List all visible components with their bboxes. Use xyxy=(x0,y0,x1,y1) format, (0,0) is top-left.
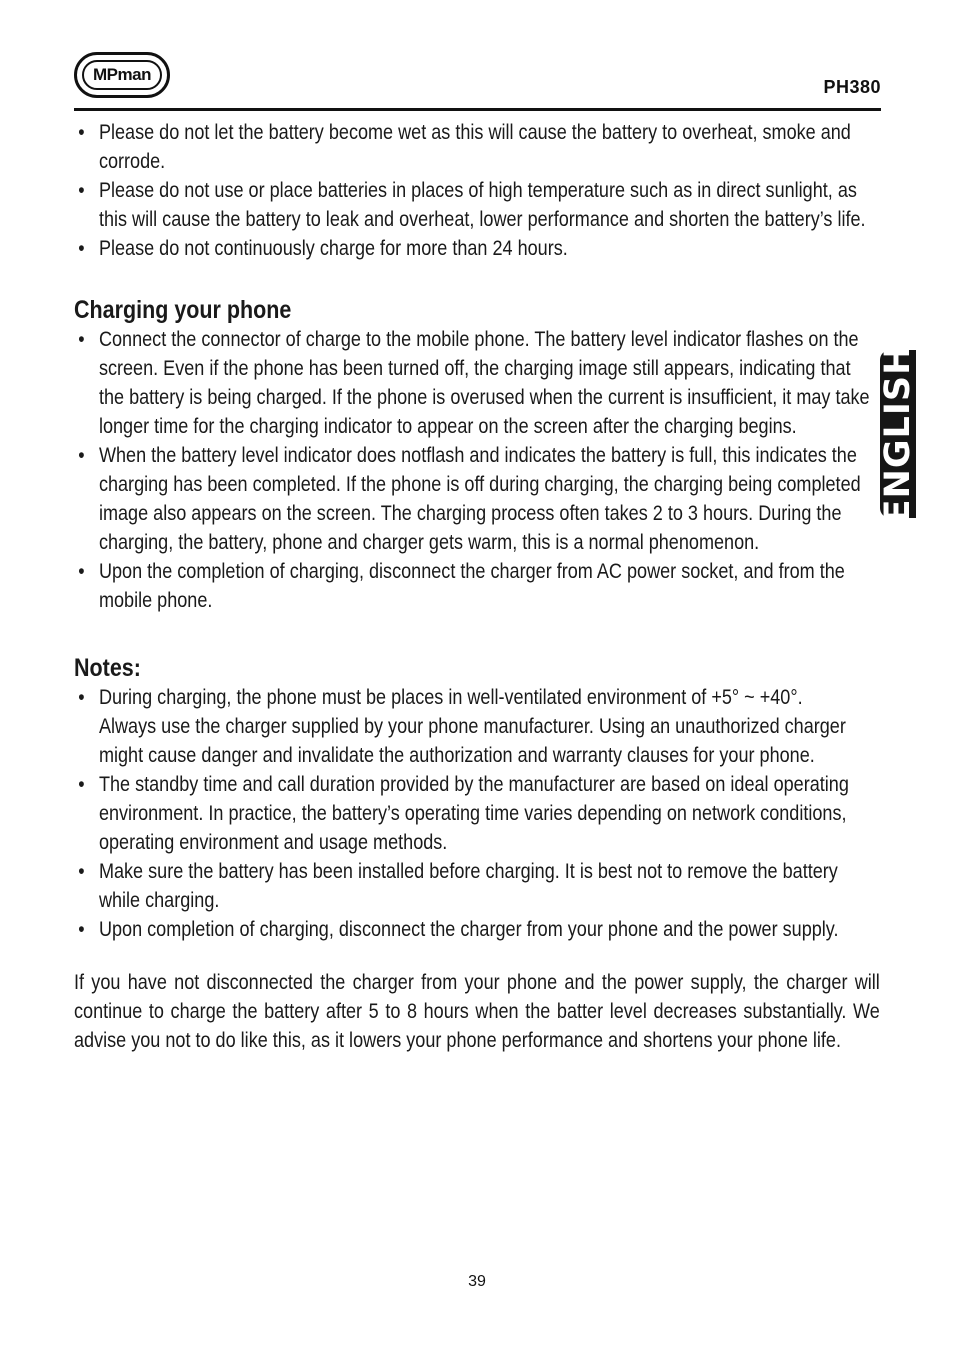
list-item: • Please do not use or place batteries in places of high temperature such as in direct sunlight, as this will cause the battery to leak and overheat, lower performance and shorten the battery’s life. xyxy=(74,176,880,234)
page-number: 39 xyxy=(468,1273,486,1290)
model-number: PH380 xyxy=(823,77,881,97)
charger-note: Always use the charger supplied by your phone manufacturer. Using an unauthorized charger might cause danger and invalidate the authorization and warranty clauses for your phone. xyxy=(98,715,846,767)
list-item: • Connect the connector of charge to the mobile phone. The battery level indicator flashes on the screen. Even if the phone has been turned off, the charging image still appears, indicating that the battery is being charged. If the phone is overused when the current is insufficient, it may take longer time for the charging indicator to appear on the screen after the charging begins. xyxy=(74,325,880,441)
temperature-note: • During charging, the phone must be places in well-ventilated environment of +5° ~ +40°. xyxy=(98,686,803,709)
notes-heading: Notes: xyxy=(74,654,141,682)
list-item: • Upon the completion of charging, disconnect the charger from AC power socket, and from the mobile phone. xyxy=(74,557,880,615)
charging-list xyxy=(74,325,880,615)
mpman-logo xyxy=(74,52,170,98)
list-item: • The standby time and call duration provided by the manufacturer are based on ideal operating environment. In practice, the battery’s operating time varies depending on network conditions, operating environment and usage methods. xyxy=(74,770,880,857)
list-item: • When the battery level indicator does notflash and indicates the battery is full, this indicates the charging has been completed. If the phone is off during charging, the charging being completed image also appears on the screen. The charging process often takes 2 to 3 hours. During the charging, the battery, phone and charger gets warm, this is a normal phenomenon. xyxy=(74,441,880,557)
list-item: • Please do not continuously charge for more than 24 hours. xyxy=(74,234,880,263)
notes-list xyxy=(74,683,880,944)
list-item: • Make sure the battery has been installed before charging. It is best not to remove the battery while charging. xyxy=(74,857,880,915)
logo-text: MPman xyxy=(82,60,162,90)
charging-heading: Charging your phone xyxy=(74,296,292,324)
closing-paragraph: If you have not disconnected the charger from your phone and the power supply, the charger will continue to charge the battery after 5 to 8 hours when the batter level decreases substantially. We advise you not to do like this, as it lowers your phone performance and shortens your phone life. xyxy=(74,971,880,1052)
header-divider xyxy=(74,108,881,111)
language-tab-label: ENGLISH xyxy=(878,344,918,524)
list-item: • Please do not let the battery become wet as this will cause the battery to overheat, smoke and corrode. xyxy=(74,118,880,176)
language-tab xyxy=(878,344,918,524)
list-item: • Upon completion of charging, disconnect the charger from your phone and the power supply. xyxy=(74,915,880,944)
page-content xyxy=(74,118,880,1076)
battery-warnings-list xyxy=(74,118,880,263)
list-item xyxy=(74,683,880,770)
